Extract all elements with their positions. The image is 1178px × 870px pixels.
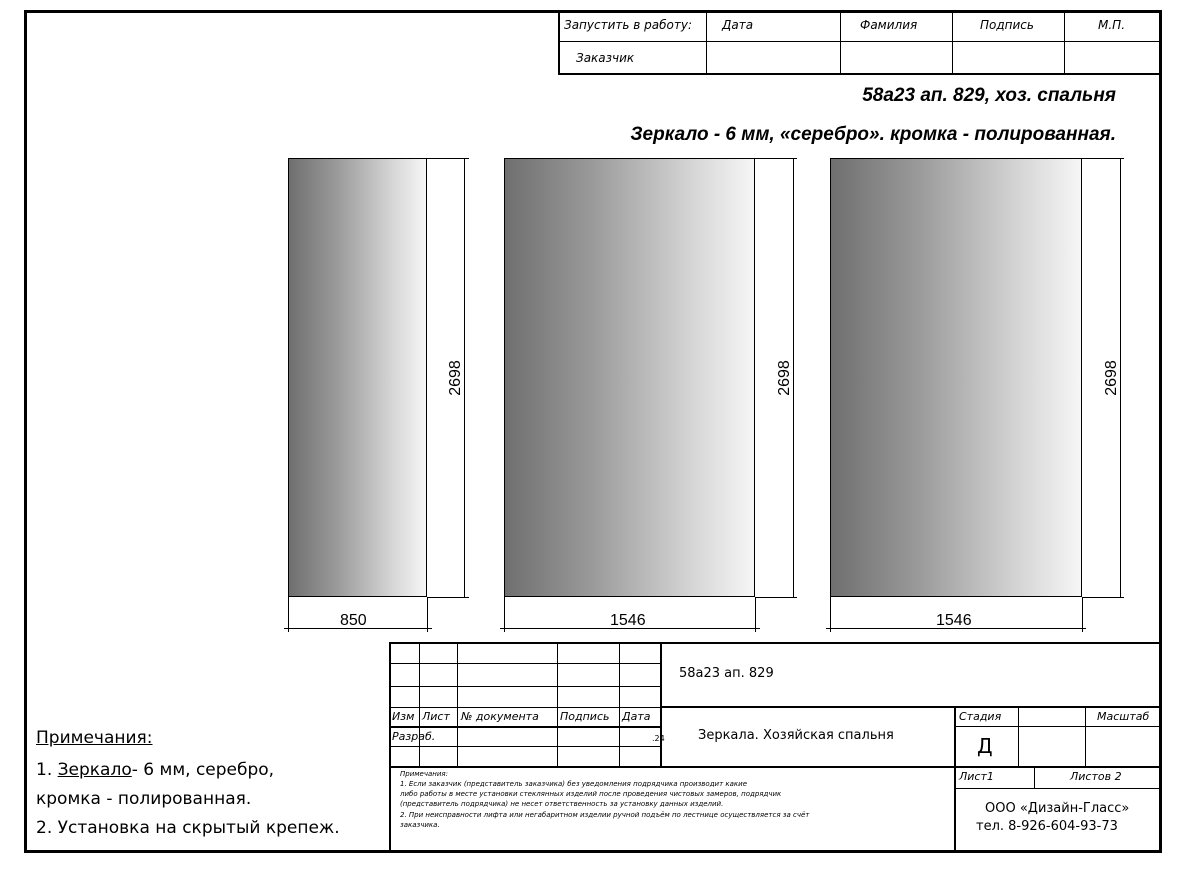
developed-label: Разраб. [392,730,436,743]
col-signature: Подпись [560,710,610,723]
project-code: 58а23 ап. 829 [679,666,774,681]
customer-label: Заказчик [576,51,635,65]
mirror-3-surface [830,158,1082,597]
col-doc-number: № документа [461,710,539,723]
mirror-2-height: 2698 [775,360,793,396]
small-notes-line-2: либо работы в месте установки стеклянных изделий после проведения чистовых замеров, подрядчик [400,790,782,799]
mirror-1-height: 2698 [446,360,464,396]
col-change: Изм [392,710,415,723]
notes-line-1: 1. Зеркало- 6 мм, серебро, [36,760,275,780]
small-notes-line-4: 2. При неисправности лифта или негабаритном изделии ручной подъём по лестнице осуществляется за счёт [400,810,810,819]
col-sheet: Лист [422,710,450,723]
spec-title: Зеркало - 6 мм, «серебро». кромка - полированная. [630,124,1116,145]
company-name: ООО «Дизайн-Гласс» [985,801,1130,816]
col-signature-label: Подпись [980,18,1034,32]
col-surname-label: Фамилия [860,18,918,32]
small-notes-line-3: (представитель подрядчика) не несет ответственность за установку данных изделий. [400,800,724,809]
col-stamp-label: М.П. [1098,18,1126,32]
mirror-1-surface [288,158,427,597]
launch-label: Запустить в работу: [564,18,692,32]
mirror-3-height: 2698 [1102,360,1120,396]
sheets-total: Листов 2 [1070,770,1122,783]
small-notes-title: Примечания: [400,770,448,778]
scale-label: Масштаб [1097,710,1150,723]
mirror-1-width: 850 [340,612,367,629]
developed-date: .24 [652,734,665,743]
stage-value: Д [977,734,993,758]
mirror-2-width: 1546 [610,612,646,629]
mirror-3-width: 1546 [936,612,972,629]
address-title: 58а23 ап. 829, хоз. спальня [862,85,1116,106]
drawing-title: Зеркала. Хозяйская спальня [698,728,894,743]
stage-label: Стадия [959,710,1002,723]
notes-line-2: кромка - полированная. [36,789,252,809]
notes-line-3: 2. Установка на скрытый крепеж. [36,818,340,838]
col-date-label: Дата [722,18,754,32]
mirror-2-surface [504,158,755,597]
small-notes [400,769,950,830]
sheet-number: Лист1 [959,770,994,783]
notes-title: Примечания: [36,728,153,748]
small-notes-line-1: 1. Если заказчик (представитель заказчика) без уведомления подрядчика производит какие [400,780,748,789]
company-phone: тел. 8-926-604-93-73 [976,819,1118,834]
col-date: Дата [622,710,651,723]
small-notes-line-5: заказчика. [400,820,440,829]
